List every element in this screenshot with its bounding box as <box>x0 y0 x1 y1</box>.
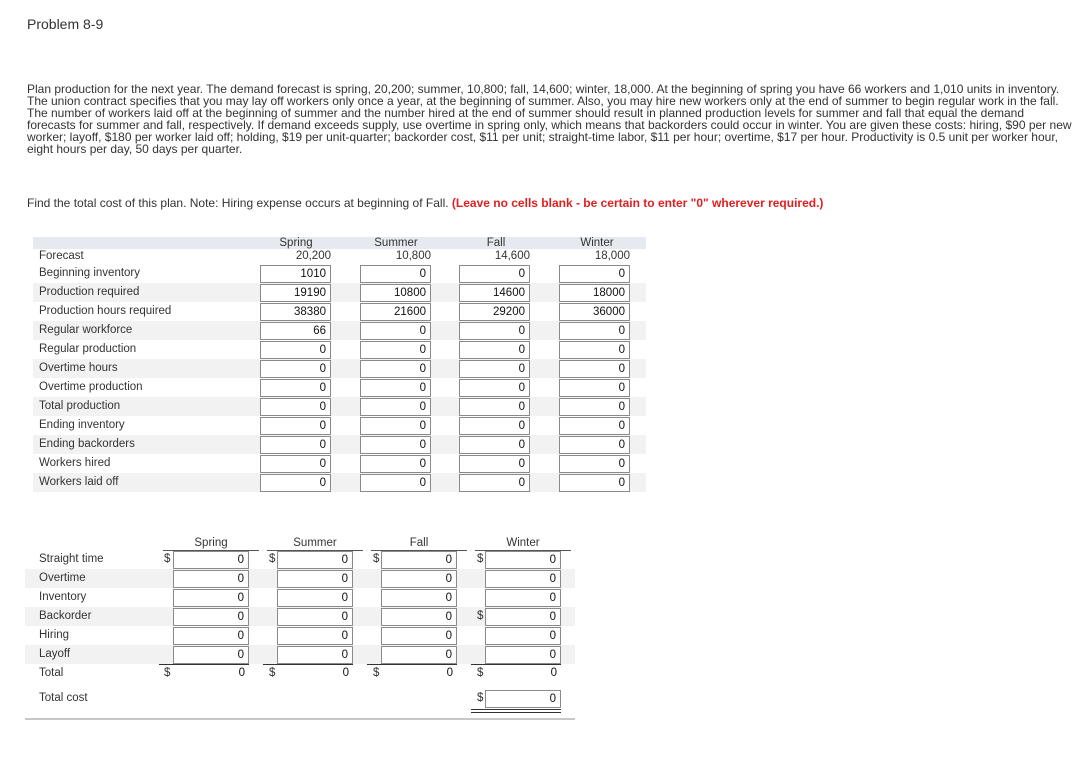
input-total-production-spring[interactable]: 0 <box>260 398 331 416</box>
cost-label-layoff: Layoff <box>39 648 71 660</box>
forecast-value-fall: 14,600 <box>494 250 530 262</box>
cost-input-backorder-fall[interactable]: 0 <box>381 608 457 626</box>
input-regular-workforce-spring[interactable]: 66 <box>260 322 331 340</box>
cost-input-backorder-winter[interactable]: 0 <box>485 608 561 626</box>
input-production-hours-required-summer[interactable]: 21600 <box>360 303 431 321</box>
input-workers-laid-off-fall[interactable]: 0 <box>459 474 530 492</box>
cost-input-straight-time-spring[interactable]: 0 <box>173 551 249 569</box>
row-label-regular-workforce: Regular workforce <box>39 324 133 336</box>
currency-symbol: $ <box>164 553 171 565</box>
row-label-ending-inventory: Ending inventory <box>39 419 125 431</box>
cost-input-inventory-summer[interactable]: 0 <box>277 589 353 607</box>
cost-label-total: Total <box>39 667 64 679</box>
col-header-spring: Spring <box>279 237 313 249</box>
input-beginning-inventory-winter[interactable]: 0 <box>559 265 630 283</box>
total-rule <box>263 664 353 665</box>
cost-input-overtime-winter[interactable]: 0 <box>485 570 561 588</box>
input-overtime-hours-summer[interactable]: 0 <box>360 360 431 378</box>
row-label-beginning-inventory: Beginning inventory <box>39 267 141 279</box>
cost-label-hiring: Hiring <box>39 629 70 641</box>
input-ending-backorders-summer[interactable]: 0 <box>360 436 431 454</box>
input-production-required-fall[interactable]: 14600 <box>459 284 530 302</box>
input-overtime-hours-winter[interactable]: 0 <box>559 360 630 378</box>
input-workers-hired-summer[interactable]: 0 <box>360 455 431 473</box>
cost-input-hiring-summer[interactable]: 0 <box>277 627 353 645</box>
currency-symbol: $ <box>269 553 276 565</box>
input-regular-workforce-winter[interactable]: 0 <box>559 322 630 340</box>
cost-input-straight-time-summer[interactable]: 0 <box>277 551 353 569</box>
forecast-value-spring: 20,200 <box>295 250 331 262</box>
input-regular-workforce-fall[interactable]: 0 <box>459 322 530 340</box>
input-production-hours-required-fall[interactable]: 29200 <box>459 303 530 321</box>
input-total-production-summer[interactable]: 0 <box>360 398 431 416</box>
currency-symbol: $ <box>269 667 276 679</box>
forecast-value-summer: 10,800 <box>395 250 431 262</box>
input-ending-backorders-spring[interactable]: 0 <box>260 436 331 454</box>
cost-input-backorder-spring[interactable]: 0 <box>173 608 249 626</box>
input-ending-backorders-fall[interactable]: 0 <box>459 436 530 454</box>
input-ending-backorders-winter[interactable]: 0 <box>559 436 630 454</box>
cost-input-layoff-winter[interactable]: 0 <box>485 646 561 664</box>
input-regular-workforce-summer[interactable]: 0 <box>360 322 431 340</box>
input-production-hours-required-winter[interactable]: 36000 <box>559 303 630 321</box>
input-ending-inventory-spring[interactable]: 0 <box>260 417 331 435</box>
row-label-workers-laid-off: Workers laid off <box>39 476 119 488</box>
col-header-fall: Fall <box>486 237 506 249</box>
input-total-production-winter[interactable]: 0 <box>559 398 630 416</box>
cost-label-inventory: Inventory <box>39 591 87 603</box>
row-label-overtime-production: Overtime production <box>39 381 143 393</box>
input-workers-laid-off-winter[interactable]: 0 <box>559 474 630 492</box>
currency-symbol: $ <box>164 667 171 679</box>
input-production-required-summer[interactable]: 10800 <box>360 284 431 302</box>
col-header-winter: Winter <box>580 237 614 249</box>
total-cost-double-rule <box>471 709 561 713</box>
cost-header-spring: Spring <box>194 537 228 549</box>
cost-input-hiring-winter[interactable]: 0 <box>485 627 561 645</box>
currency-symbol: $ <box>477 553 484 565</box>
input-production-required-winter[interactable]: 18000 <box>559 284 630 302</box>
input-overtime-hours-spring[interactable]: 0 <box>260 360 331 378</box>
cost-input-layoff-spring[interactable]: 0 <box>173 646 249 664</box>
instruction-text <box>27 196 1075 210</box>
row-stripe <box>33 359 646 378</box>
cost-input-overtime-spring[interactable]: 0 <box>173 570 249 588</box>
cost-input-overtime-summer[interactable]: 0 <box>277 570 353 588</box>
problem-description: Plan production for the next year. The demand forecast is spring, 20,200; summer, 10,800; fall, 14,600; winter, 18,000. At the beginning of spring you have 66 workers and 1,010 units in inventory. The union contract specifies that you may lay off workers only once a year, at the beginning of summer. Also, you may hire new workers only at the end of summer to begin regular work in the fall. The number of workers laid off at the beginning of summer and the number hired at the end of summer should result in planned production levels for summer and fall that equal the demand forecasts for summer and fall, respectively. If demand exceeds supply, use overtime in spring only, which means that backorders could occur in winter. You are given these costs: hiring, $90 per new worker; layoff, $180 per worker laid off; holding, $19 per unit-quarter; backorder cost, $11 per unit; straight-time labor, $11 per hour; overtime, $17 per hour. Productivity is 0.5 unit per worker hour, eight hours per day, 50 days per quarter. <box>27 82 1072 156</box>
row-label-forecast: Forecast <box>39 250 84 262</box>
input-regular-production-spring[interactable]: 0 <box>260 341 331 359</box>
input-overtime-production-winter[interactable]: 0 <box>559 379 630 397</box>
input-overtime-production-spring[interactable]: 0 <box>260 379 331 397</box>
row-label-overtime-hours: Overtime hours <box>39 362 118 374</box>
row-label-production-required: Production required <box>39 286 140 298</box>
cost-label-overtime: Overtime <box>39 572 86 584</box>
cost-table <box>25 537 575 723</box>
row-label-regular-production: Regular production <box>39 343 137 355</box>
input-production-required-spring[interactable]: 19190 <box>260 284 331 302</box>
cost-input-straight-time-winter[interactable]: 0 <box>485 551 561 569</box>
row-stripe <box>33 473 646 492</box>
problem-title: Problem 8-9 <box>27 16 104 32</box>
cost-label-straight-time: Straight time <box>39 553 104 565</box>
cost-input-total-spring[interactable]: 0 <box>238 667 245 679</box>
cost-input-total-winter[interactable]: 0 <box>550 667 557 679</box>
total-rule <box>367 664 457 665</box>
cost-input-overtime-fall[interactable]: 0 <box>381 570 457 588</box>
input-ending-inventory-winter[interactable]: 0 <box>559 417 630 435</box>
input-overtime-production-fall[interactable]: 0 <box>459 379 530 397</box>
total-rule <box>159 664 249 665</box>
production-plan-table <box>33 237 646 494</box>
cost-input-layoff-fall[interactable]: 0 <box>381 646 457 664</box>
input-workers-laid-off-summer[interactable]: 0 <box>360 474 431 492</box>
input-production-hours-required-spring[interactable]: 38380 <box>260 303 331 321</box>
table-bottom-rule <box>25 718 575 720</box>
currency-symbol: $ <box>373 667 380 679</box>
currency-symbol: $ <box>373 553 380 565</box>
cost-input-hiring-spring[interactable]: 0 <box>173 627 249 645</box>
input-regular-production-summer[interactable]: 0 <box>360 341 431 359</box>
header-band <box>33 237 646 249</box>
currency-symbol: $ <box>477 667 484 679</box>
input-workers-hired-winter[interactable]: 0 <box>559 455 630 473</box>
input-workers-hired-spring[interactable]: 0 <box>260 455 331 473</box>
cost-input-backorder-summer[interactable]: 0 <box>277 608 353 626</box>
input-beginning-inventory-fall[interactable]: 0 <box>459 265 530 283</box>
instruction-warning: (Leave no cells blank - be certain to enter "0" wherever required.) <box>451 196 824 210</box>
input-overtime-hours-fall[interactable]: 0 <box>459 360 530 378</box>
total-cost-input[interactable]: 0 <box>485 690 561 708</box>
input-ending-inventory-summer[interactable]: 0 <box>360 417 431 435</box>
cost-header-winter: Winter <box>506 537 540 549</box>
input-overtime-production-summer[interactable]: 0 <box>360 379 431 397</box>
input-beginning-inventory-summer[interactable]: 0 <box>360 265 431 283</box>
currency-symbol: $ <box>477 692 484 704</box>
instruction-main: Find the total cost of this plan. Note: Hiring expense occurs at beginning of Fall. <box>27 196 452 210</box>
cost-input-inventory-winter[interactable]: 0 <box>485 589 561 607</box>
cost-input-total-fall[interactable]: 0 <box>446 667 453 679</box>
row-label-workers-hired: Workers hired <box>39 457 111 469</box>
cost-header-fall: Fall <box>409 537 429 549</box>
input-workers-laid-off-spring[interactable]: 0 <box>260 474 331 492</box>
cost-input-inventory-spring[interactable]: 0 <box>173 589 249 607</box>
cost-input-straight-time-fall[interactable]: 0 <box>381 551 457 569</box>
input-workers-hired-fall[interactable]: 0 <box>459 455 530 473</box>
currency-symbol: $ <box>477 610 484 622</box>
input-regular-production-fall[interactable]: 0 <box>459 341 530 359</box>
input-regular-production-winter[interactable]: 0 <box>559 341 630 359</box>
input-total-production-fall[interactable]: 0 <box>459 398 530 416</box>
cost-input-total-summer[interactable]: 0 <box>342 667 349 679</box>
cost-input-layoff-summer[interactable]: 0 <box>277 646 353 664</box>
row-label-production-hours-required: Production hours required <box>39 305 172 317</box>
row-label-ending-backorders: Ending backorders <box>39 438 135 450</box>
cost-label-backorder: Backorder <box>39 610 92 622</box>
cost-header-summer: Summer <box>293 537 337 549</box>
total-rule <box>471 664 561 665</box>
row-label-total-production: Total production <box>39 400 121 412</box>
cost-input-inventory-fall[interactable]: 0 <box>381 589 457 607</box>
col-header-summer: Summer <box>374 237 418 249</box>
cost-input-hiring-fall[interactable]: 0 <box>381 627 457 645</box>
input-ending-inventory-fall[interactable]: 0 <box>459 417 530 435</box>
row-stripe <box>33 397 646 416</box>
forecast-value-winter: 18,000 <box>594 250 630 262</box>
input-beginning-inventory-spring[interactable]: 1010 <box>260 265 331 283</box>
cost-label-total-cost: Total cost <box>39 692 88 704</box>
